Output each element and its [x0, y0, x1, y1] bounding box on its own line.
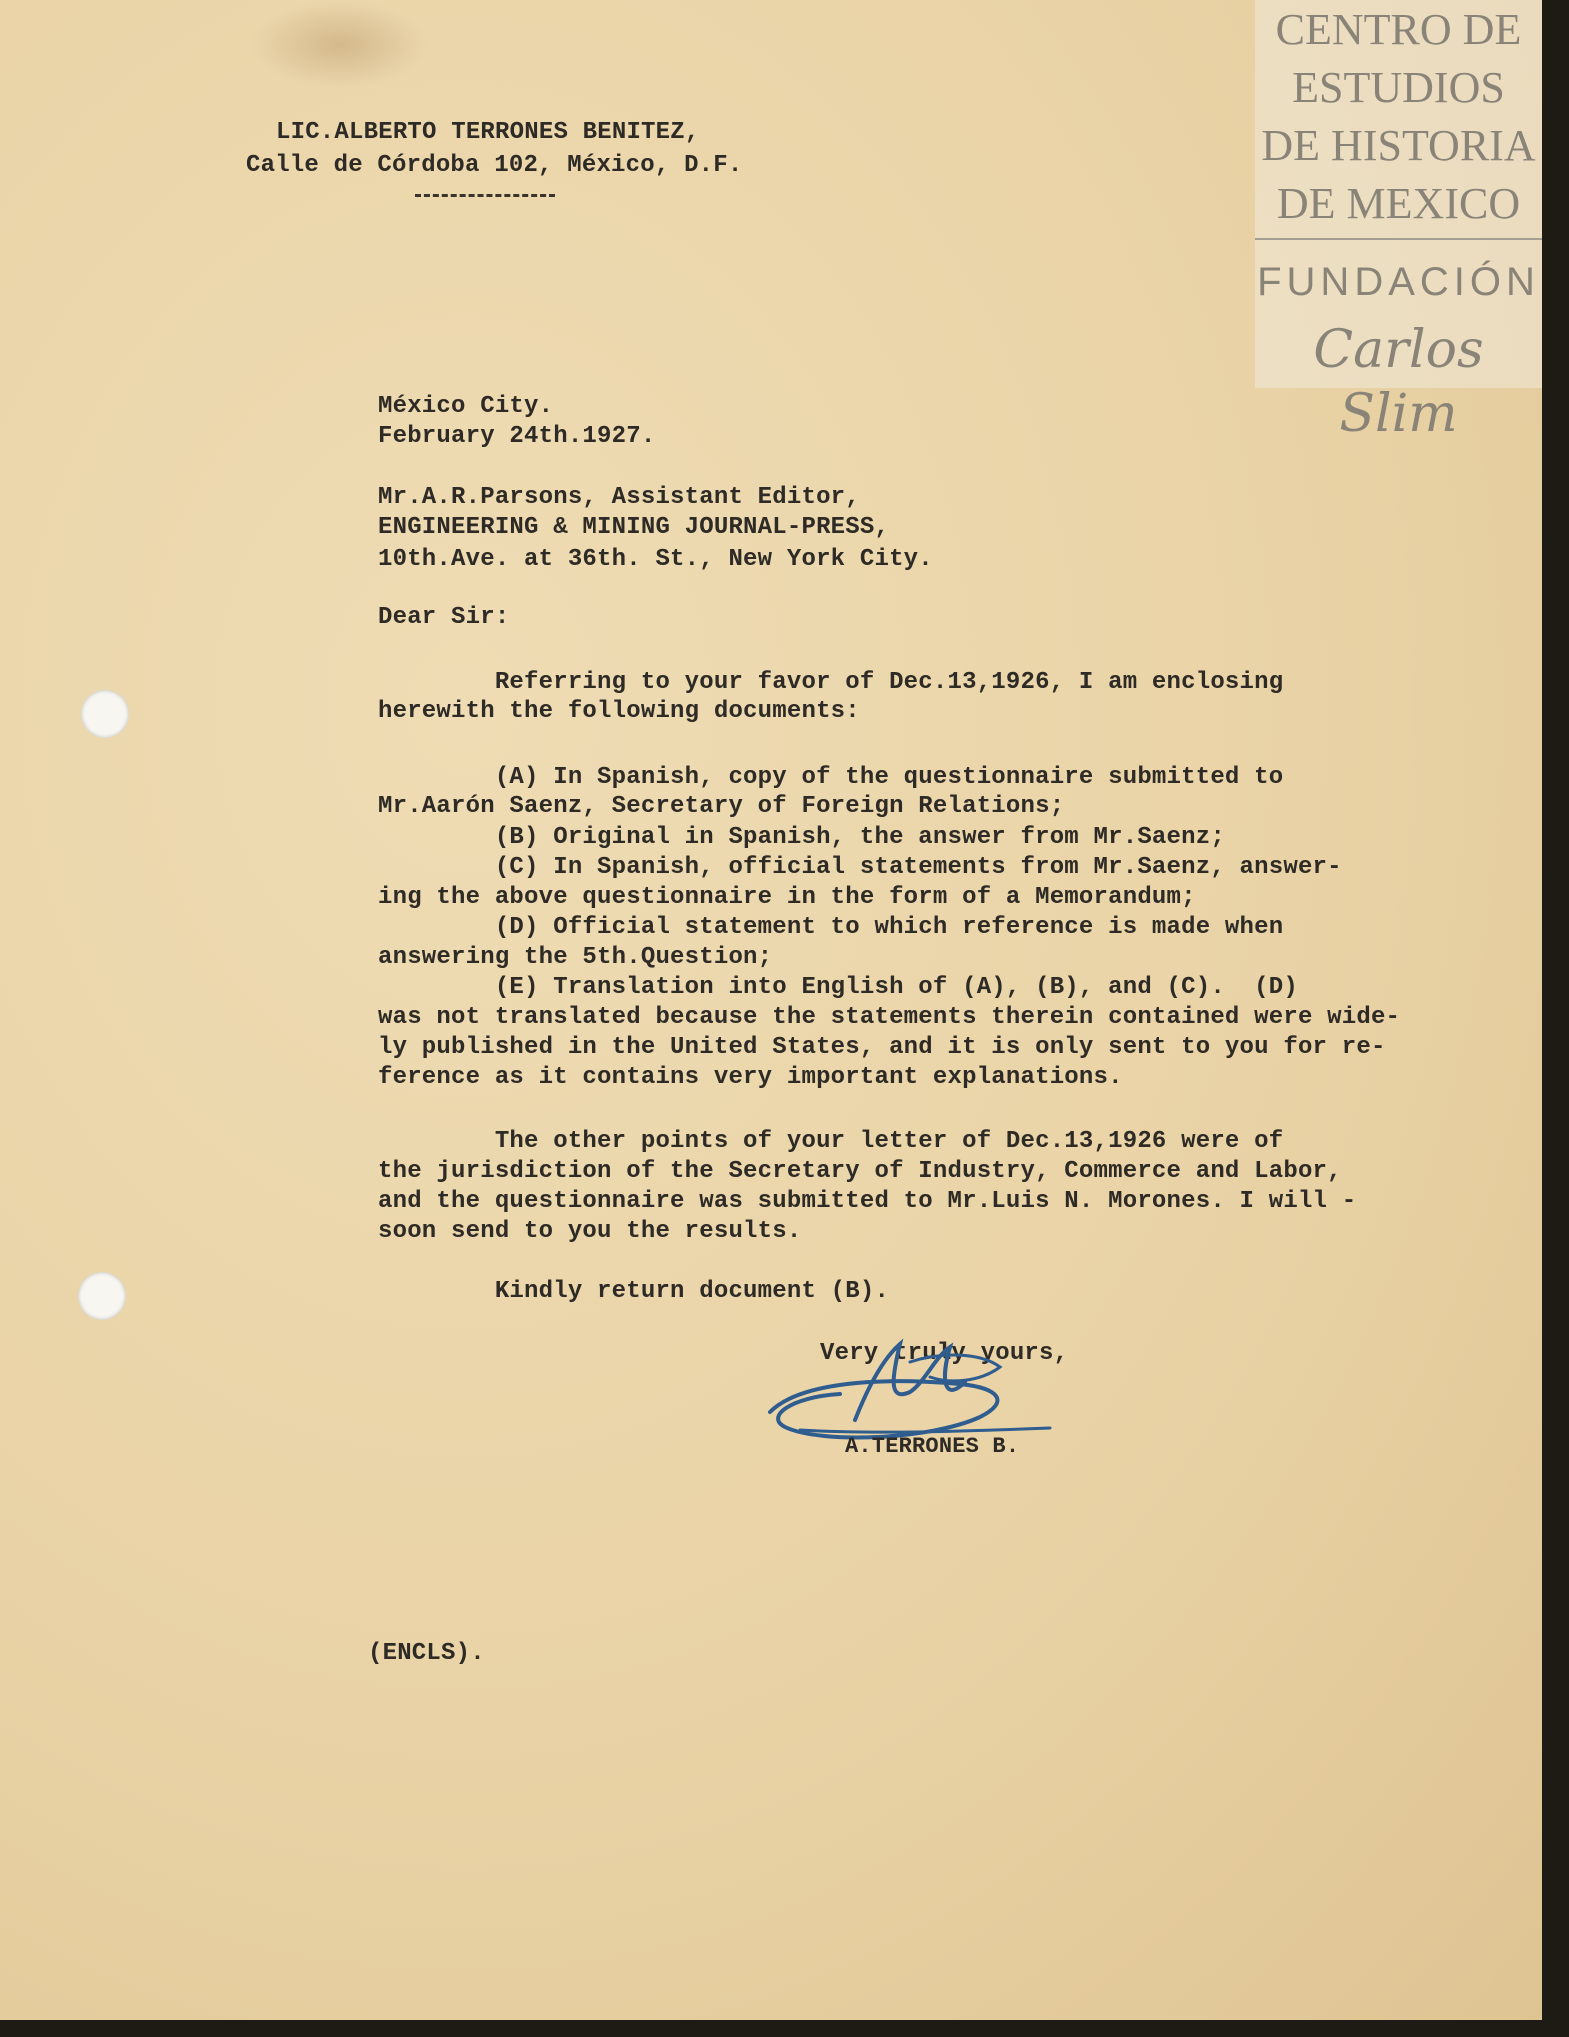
letterhead-address: Calle de Córdoba 102, México, D.F. — [246, 152, 743, 179]
salutation: Dear Sir: — [378, 604, 510, 631]
body-line: ing the above questionnaire in the form of a Memorandum; — [378, 884, 1196, 911]
punch-hole-top — [81, 690, 129, 738]
body-line: Kindly return document (B). — [378, 1278, 890, 1305]
paper-stain — [250, 0, 430, 90]
stamp-line-4: DE MEXICO — [1276, 179, 1521, 228]
recipient-line-3: 10th.Ave. at 36th. St., New York City. — [378, 546, 933, 573]
enclosures: (ENCLS). — [368, 1640, 485, 1667]
stamp-line-3: DE HISTORIA — [1261, 121, 1536, 170]
punch-hole-bottom — [78, 1272, 126, 1320]
body-line: soon send to you the results. — [378, 1218, 802, 1245]
stamp-divider — [1255, 238, 1542, 240]
body-line: (D) Official statement to which reference is made when — [378, 914, 1284, 941]
stamp-line-2: ESTUDIOS — [1292, 63, 1505, 112]
body-line: the jurisdiction of the Secretary of Industry, Commerce and Labor, — [378, 1158, 1342, 1185]
stamp-signature: Carlos Slim — [1313, 320, 1484, 444]
scan-edge-bottom — [0, 2020, 1569, 2037]
recipient-line-2: ENGINEERING & MINING JOURNAL-PRESS, — [378, 514, 890, 541]
place-line: México City. — [378, 393, 554, 420]
stamp-line-1: CENTRO DE — [1275, 5, 1522, 54]
body-line: (A) In Spanish, copy of the questionnaire submitted to — [378, 764, 1284, 791]
body-line: answering the 5th.Question; — [378, 944, 773, 971]
body-line: The other points of your letter of Dec.13,1926 were of — [378, 1128, 1284, 1155]
body-line: was not translated because the statements therein contained were wide- — [378, 1004, 1401, 1031]
closing: Very truly yours, — [820, 1340, 1069, 1367]
archive-stamp — [1255, 0, 1542, 444]
signer-name: A.TERRONES B. — [845, 1434, 1020, 1459]
body-line: (B) Original in Spanish, the answer from Mr.Saenz; — [378, 824, 1225, 851]
body-line: Mr.Aarón Saenz, Secretary of Foreign Relations; — [378, 793, 1065, 820]
body-line: Referring to your favor of Dec.13,1926, I am enclosing — [378, 669, 1284, 696]
date-line: February 24th.1927. — [378, 423, 656, 450]
stamp-foundation: FUNDACIÓN — [1257, 260, 1540, 304]
body-line: herewith the following documents: — [378, 698, 860, 725]
body-line: (C) In Spanish, official statements from Mr.Saenz, answer- — [378, 854, 1342, 881]
body-line: ly published in the United States, and it is only sent to you for re- — [378, 1034, 1386, 1061]
body-line: (E) Translation into English of (A), (B), and (C). (D) — [378, 974, 1298, 1001]
scan-edge-right — [1542, 0, 1569, 2037]
letterhead-rule — [415, 194, 555, 197]
recipient-line-1: Mr.A.R.Parsons, Assistant Editor, — [378, 484, 860, 511]
letterhead-name: LIC.ALBERTO TERRONES BENITEZ, — [276, 119, 700, 146]
body-line: ference as it contains very important explanations. — [378, 1064, 1123, 1091]
body-line: and the questionnaire was submitted to Mr.Luis N. Morones. I will - — [378, 1188, 1357, 1215]
